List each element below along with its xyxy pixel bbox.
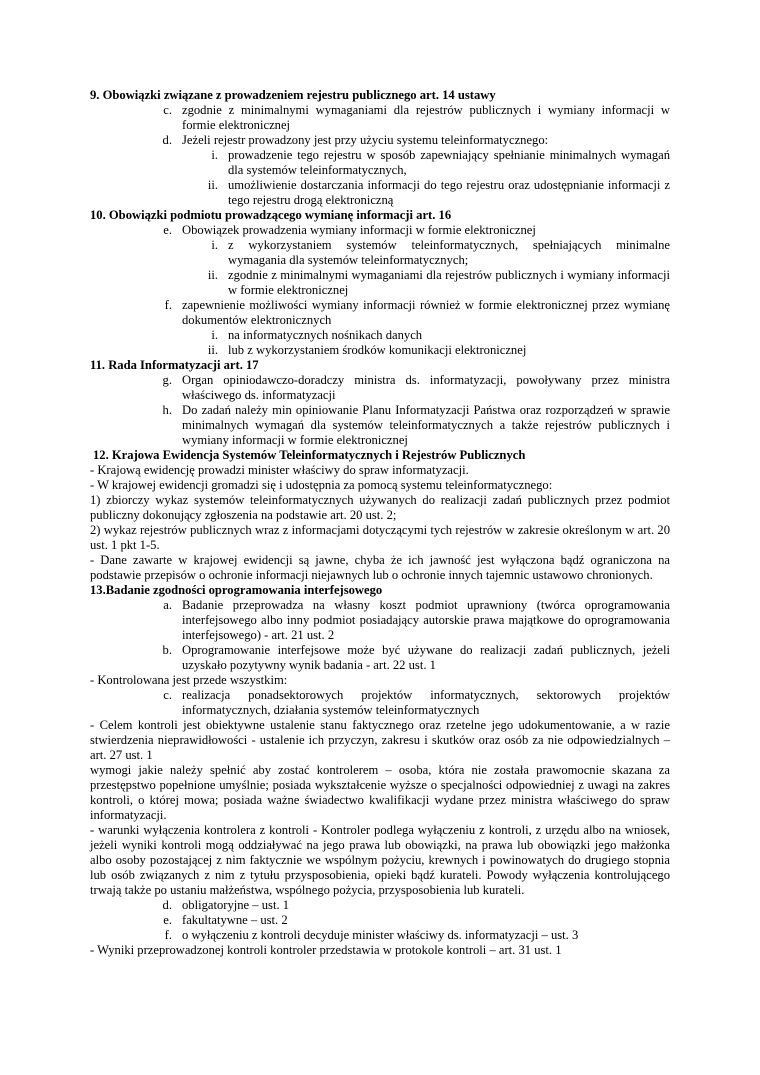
list-item-text: Do zadań należy min opiniowanie Planu Informatyzacji Państwa oraz rozporządzeń w sprawie minimalnych wymagań dla systemów teleinformatycznych a także rejestrów publicznych i wymiany informacji w formie elektronicznej <box>182 403 670 447</box>
list-item <box>90 403 670 448</box>
list-marker: a. <box>163 598 172 612</box>
list-item-text: z wykorzystaniem systemów teleinformatycznych, spełniających minimalne wymagania dla systemów teleinformatycznych; <box>228 238 670 267</box>
list-item <box>90 238 670 268</box>
list-marker: f. <box>164 928 172 942</box>
paragraph: - Dane zawarte w krajowej ewidencji są jawne, chyba że ich jawność jest wyłączona bądź ograniczona na podstawie przepisów o ochronie informacji niejawnych lub o ochronie innych tajemnic ustawowo chronionych. <box>90 553 670 582</box>
paragraph: 1) zbiorczy wykaz systemów teleinformatycznych używanych do realizacji zadań publicznych przez podmiot publiczny dokonujący zgłoszenia na podstawie art. 20 ust. 2; <box>90 493 670 522</box>
paragraph: - W krajowej ewidencji gromadzi się i udostępnia za pomocą systemu teleinformatycznego: <box>90 478 553 492</box>
paragraph: - Celem kontroli jest obiektywne ustalenie stanu faktycznego oraz rzetelne jego udokumentowanie, a w razie stwierdzenia nieprawidłowości - ustalenie ich przyczyn, zakresu i skutków oraz osób za nie odpowiedzialnych – art. 27 ust. 1 <box>90 718 670 762</box>
list-item <box>90 913 670 928</box>
list-marker: b. <box>162 643 172 657</box>
list-item <box>90 328 670 343</box>
list-marker: d. <box>162 898 172 912</box>
list-item <box>90 898 670 913</box>
list-marker: c. <box>163 103 172 117</box>
list-marker: i. <box>211 148 218 162</box>
list-item-text: fakultatywne – ust. 2 <box>182 913 288 927</box>
paragraph: - Krajową ewidencję prowadzi minister właściwy do spraw informatyzacji. <box>90 463 469 477</box>
section-13-heading: 13.Badanie zgodności oprogramowania interfejsowego <box>90 583 383 597</box>
list-item <box>90 148 670 178</box>
list-item <box>90 268 670 298</box>
list-item <box>90 178 670 208</box>
list-marker: g. <box>162 373 172 387</box>
list-marker: e. <box>163 223 172 237</box>
section-9-heading: 9. Obowiązki związane z prowadzeniem rejestru publicznego art. 14 ustawy <box>90 88 496 102</box>
list-marker: c. <box>163 688 172 702</box>
list-item <box>90 223 670 238</box>
list-item-text: umożliwienie dostarczania informacji do tego rejestru oraz udostępnianie informacji z tego rejestru drogą elektroniczną <box>228 178 670 207</box>
list-item-text: zapewnienie możliwości wymiany informacji również w formie elektronicznej przez wymianę dokumentów elektronicznych <box>182 298 670 327</box>
list-marker: d. <box>162 133 172 147</box>
list-item-text: Organ opiniodawczo-doradczy ministra ds. informatyzacji, powoływany przez ministra właściwego ds. informatyzacji <box>182 373 670 402</box>
section-12-heading: 12. Krajowa Ewidencja Systemów Teleinformatycznych i Rejestrów Publicznych <box>93 448 526 462</box>
list-item-text: zgodnie z minimalnymi wymaganiami dla rejestrów publicznych i wymiany informacji w formie elektronicznej <box>228 268 670 297</box>
list-item <box>90 343 670 358</box>
list-item <box>90 643 670 673</box>
paragraph: - Kontrolowana jest przede wszystkim: <box>90 673 288 687</box>
list-item-text: Oprogramowanie interfejsowe może być używane do realizacji zadań publicznych, jeżeli uzyskało pozytywny wynik badania - art. 22 ust. 1 <box>182 643 670 672</box>
list-marker: i. <box>211 238 218 252</box>
list-marker: e. <box>163 913 172 927</box>
list-item-text: Obowiązek prowadzenia wymiany informacji w formie elektronicznej <box>182 223 536 237</box>
list-item <box>90 103 670 133</box>
section-11-heading: 11. Rada Informatyzacji art. 17 <box>90 358 259 372</box>
list-item <box>90 298 670 328</box>
paragraph: wymogi jakie należy spełnić aby zostać kontrolerem – osoba, która nie została prawomocnie skazana za przestępstwo popełnione umyślnie; posiada wykształcenie wyższe o specjalności odpowiedniej z uwagi na zakres kontroli, o której mowa; posiada ważne świadectwo kwalifikacji wydane przez ministra właściwego do spraw informatyzacji. <box>90 763 670 822</box>
list-item-text: realizacja ponadsektorowych projektów informatycznych, sektorowych projektów informatycznych, działania systemów teleinformatycznych <box>182 688 670 717</box>
list-marker: h. <box>162 403 172 417</box>
document-page <box>90 88 670 958</box>
list-item-text: na informatycznych nośnikach danych <box>228 328 423 342</box>
list-marker: i. <box>211 328 218 342</box>
list-item-text: lub z wykorzystaniem środków komunikacji elektronicznej <box>228 343 527 357</box>
list-item <box>90 133 670 148</box>
section-10-heading: 10. Obowiązki podmiotu prowadzącego wymianę informacji art. 16 <box>90 208 452 222</box>
list-item <box>90 598 670 643</box>
list-item <box>90 688 670 718</box>
list-marker: ii. <box>207 343 218 357</box>
paragraph: 2) wykaz rejestrów publicznych wraz z informacjami dotyczącymi tych rejestrów w zakresie określonym w art. 20 ust. 1 pkt 1-5. <box>90 523 670 552</box>
paragraph: - warunki wyłączenia kontrolera z kontroli - Kontroler podlega wyłączeniu z kontroli, z urzędu albo na wniosek, jeżeli wyniki kontroli mogą oddziaływać na jego prawa lub obowiązki, na prawa lub obowiązki jego małżonka albo osoby pozostającej z nim faktycznie we wspólnym pożyciu, krewnych i powinowatych do drugiego stopnia lub osób związanych z nim z tytułu przysposobienia, opieki bądź kurateli. Powody wyłączenia kontrolującego trwają także po ustaniu małżeństwa, wspólnego pożycia, przysposobienia lub kurateli. <box>90 823 670 897</box>
list-item <box>90 373 670 403</box>
list-item-text: o wyłączeniu z kontroli decyduje minister właściwy ds. informatyzacji – ust. 3 <box>182 928 579 942</box>
list-item-text: Jeżeli rejestr prowadzony jest przy użyciu systemu teleinformatycznego: <box>182 133 549 147</box>
list-item-text: Badanie przeprowadza na własny koszt podmiot uprawniony (twórca oprogramowania interfejsowego albo inny podmiot posiadający autorskie prawa majątkowe do oprogramowania interfejsowego) - art. 21 ust. 2 <box>182 598 670 642</box>
list-item-text: zgodnie z minimalnymi wymaganiami dla rejestrów publicznych i wymiany informacji w formie elektronicznej <box>182 103 670 132</box>
list-item-text: obligatoryjne – ust. 1 <box>182 898 290 912</box>
list-marker: ii. <box>207 268 218 282</box>
list-marker: ii. <box>207 178 218 192</box>
list-marker: f. <box>164 298 172 312</box>
list-item-text: prowadzenie tego rejestru w sposób zapewniający spełnianie minimalnych wymagań dla systemów teleinformatycznych, <box>228 148 670 177</box>
paragraph: - Wyniki przeprowadzonej kontroli kontroler przedstawia w protokole kontroli – art. 31 ust. 1 <box>90 943 562 957</box>
list-item <box>90 928 670 943</box>
